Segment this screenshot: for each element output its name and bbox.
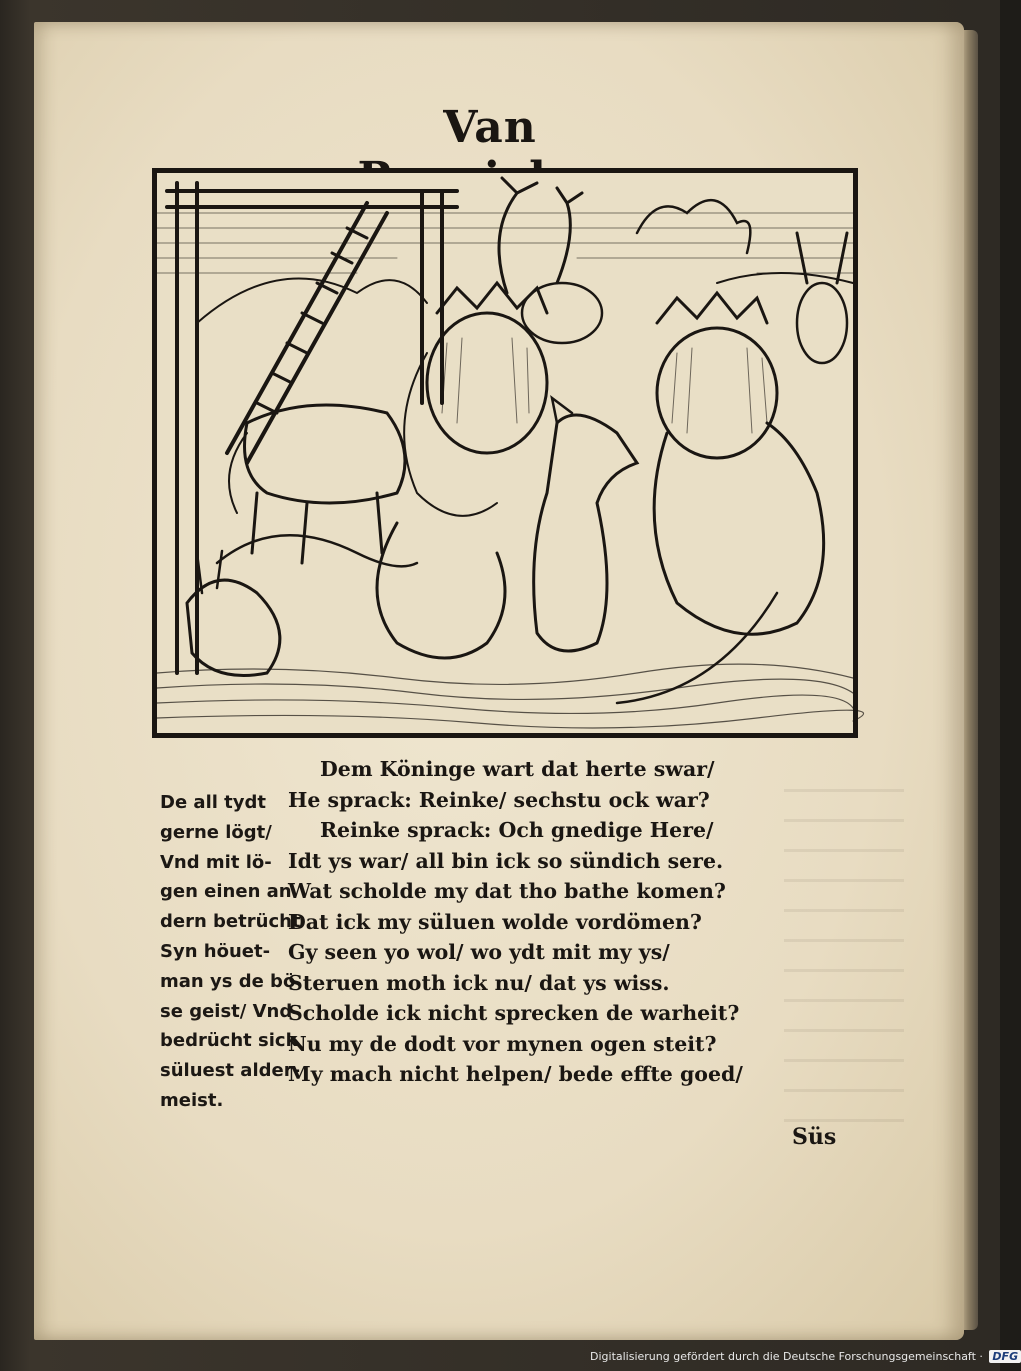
verse-line: He sprack: Reinke/ sechstu ock war? (288, 787, 710, 812)
note-line: meist. (160, 1089, 224, 1111)
note-line: De all tydt (160, 792, 266, 813)
verse-line: Gy seen yo wol/ wo ydt mit my ys/ (288, 940, 670, 964)
woodcut-drawing (157, 173, 853, 733)
verse-line: My mach nicht helpen/ bede effte goed/ (288, 1062, 743, 1086)
verse-line: Steruen moth ick nu/ dat ys wiss. (288, 970, 670, 995)
verse-line: Idt ys war/ all bin ick so sündich sere. (288, 848, 724, 873)
note-line: se geist/ Vnd (160, 1000, 293, 1022)
verse-line: Nu my de dodt vor mynen ogen steit? (288, 1031, 717, 1056)
footer-credit (590, 1350, 1019, 1368)
note-line: gen einen an (160, 881, 292, 903)
verse-line: Reinke sprack: Och gnedige Here/ (320, 818, 714, 842)
note-line: man ys de bö (160, 970, 296, 992)
note-line: gerne lögt/ (160, 821, 272, 843)
woodcut-illustration (152, 168, 858, 738)
ink-bleed-through (784, 762, 904, 1122)
note-line: bedrücht sick (160, 1030, 298, 1052)
marginal-note (160, 788, 301, 1116)
note-line: Syn höuet- (160, 940, 271, 962)
footer-credit-text: Digitalisierung gefördert durch die Deutsche Forschungsgemeinschaft · (590, 1350, 983, 1363)
note-line: süluest alder- (160, 1060, 301, 1082)
verse-line: Wat scholde my dat tho bathe komen? (288, 879, 726, 903)
dfg-logo: DFG (989, 1350, 1021, 1363)
verse-text (288, 754, 758, 1090)
note-line: dern betrücht (160, 911, 301, 933)
verse-line: Dem Köninge wart dat herte swar/ (320, 757, 715, 781)
note-line: Vnd mit lö- (160, 851, 272, 873)
catchword: Süs (792, 1124, 837, 1150)
verse-line: Scholde ick nicht sprecken de warheit? (288, 1001, 740, 1025)
verse-line: Dat ick my süluen wolde vordömen? (288, 909, 702, 934)
page-title: Van (443, 102, 537, 153)
page-edge (962, 30, 978, 1330)
